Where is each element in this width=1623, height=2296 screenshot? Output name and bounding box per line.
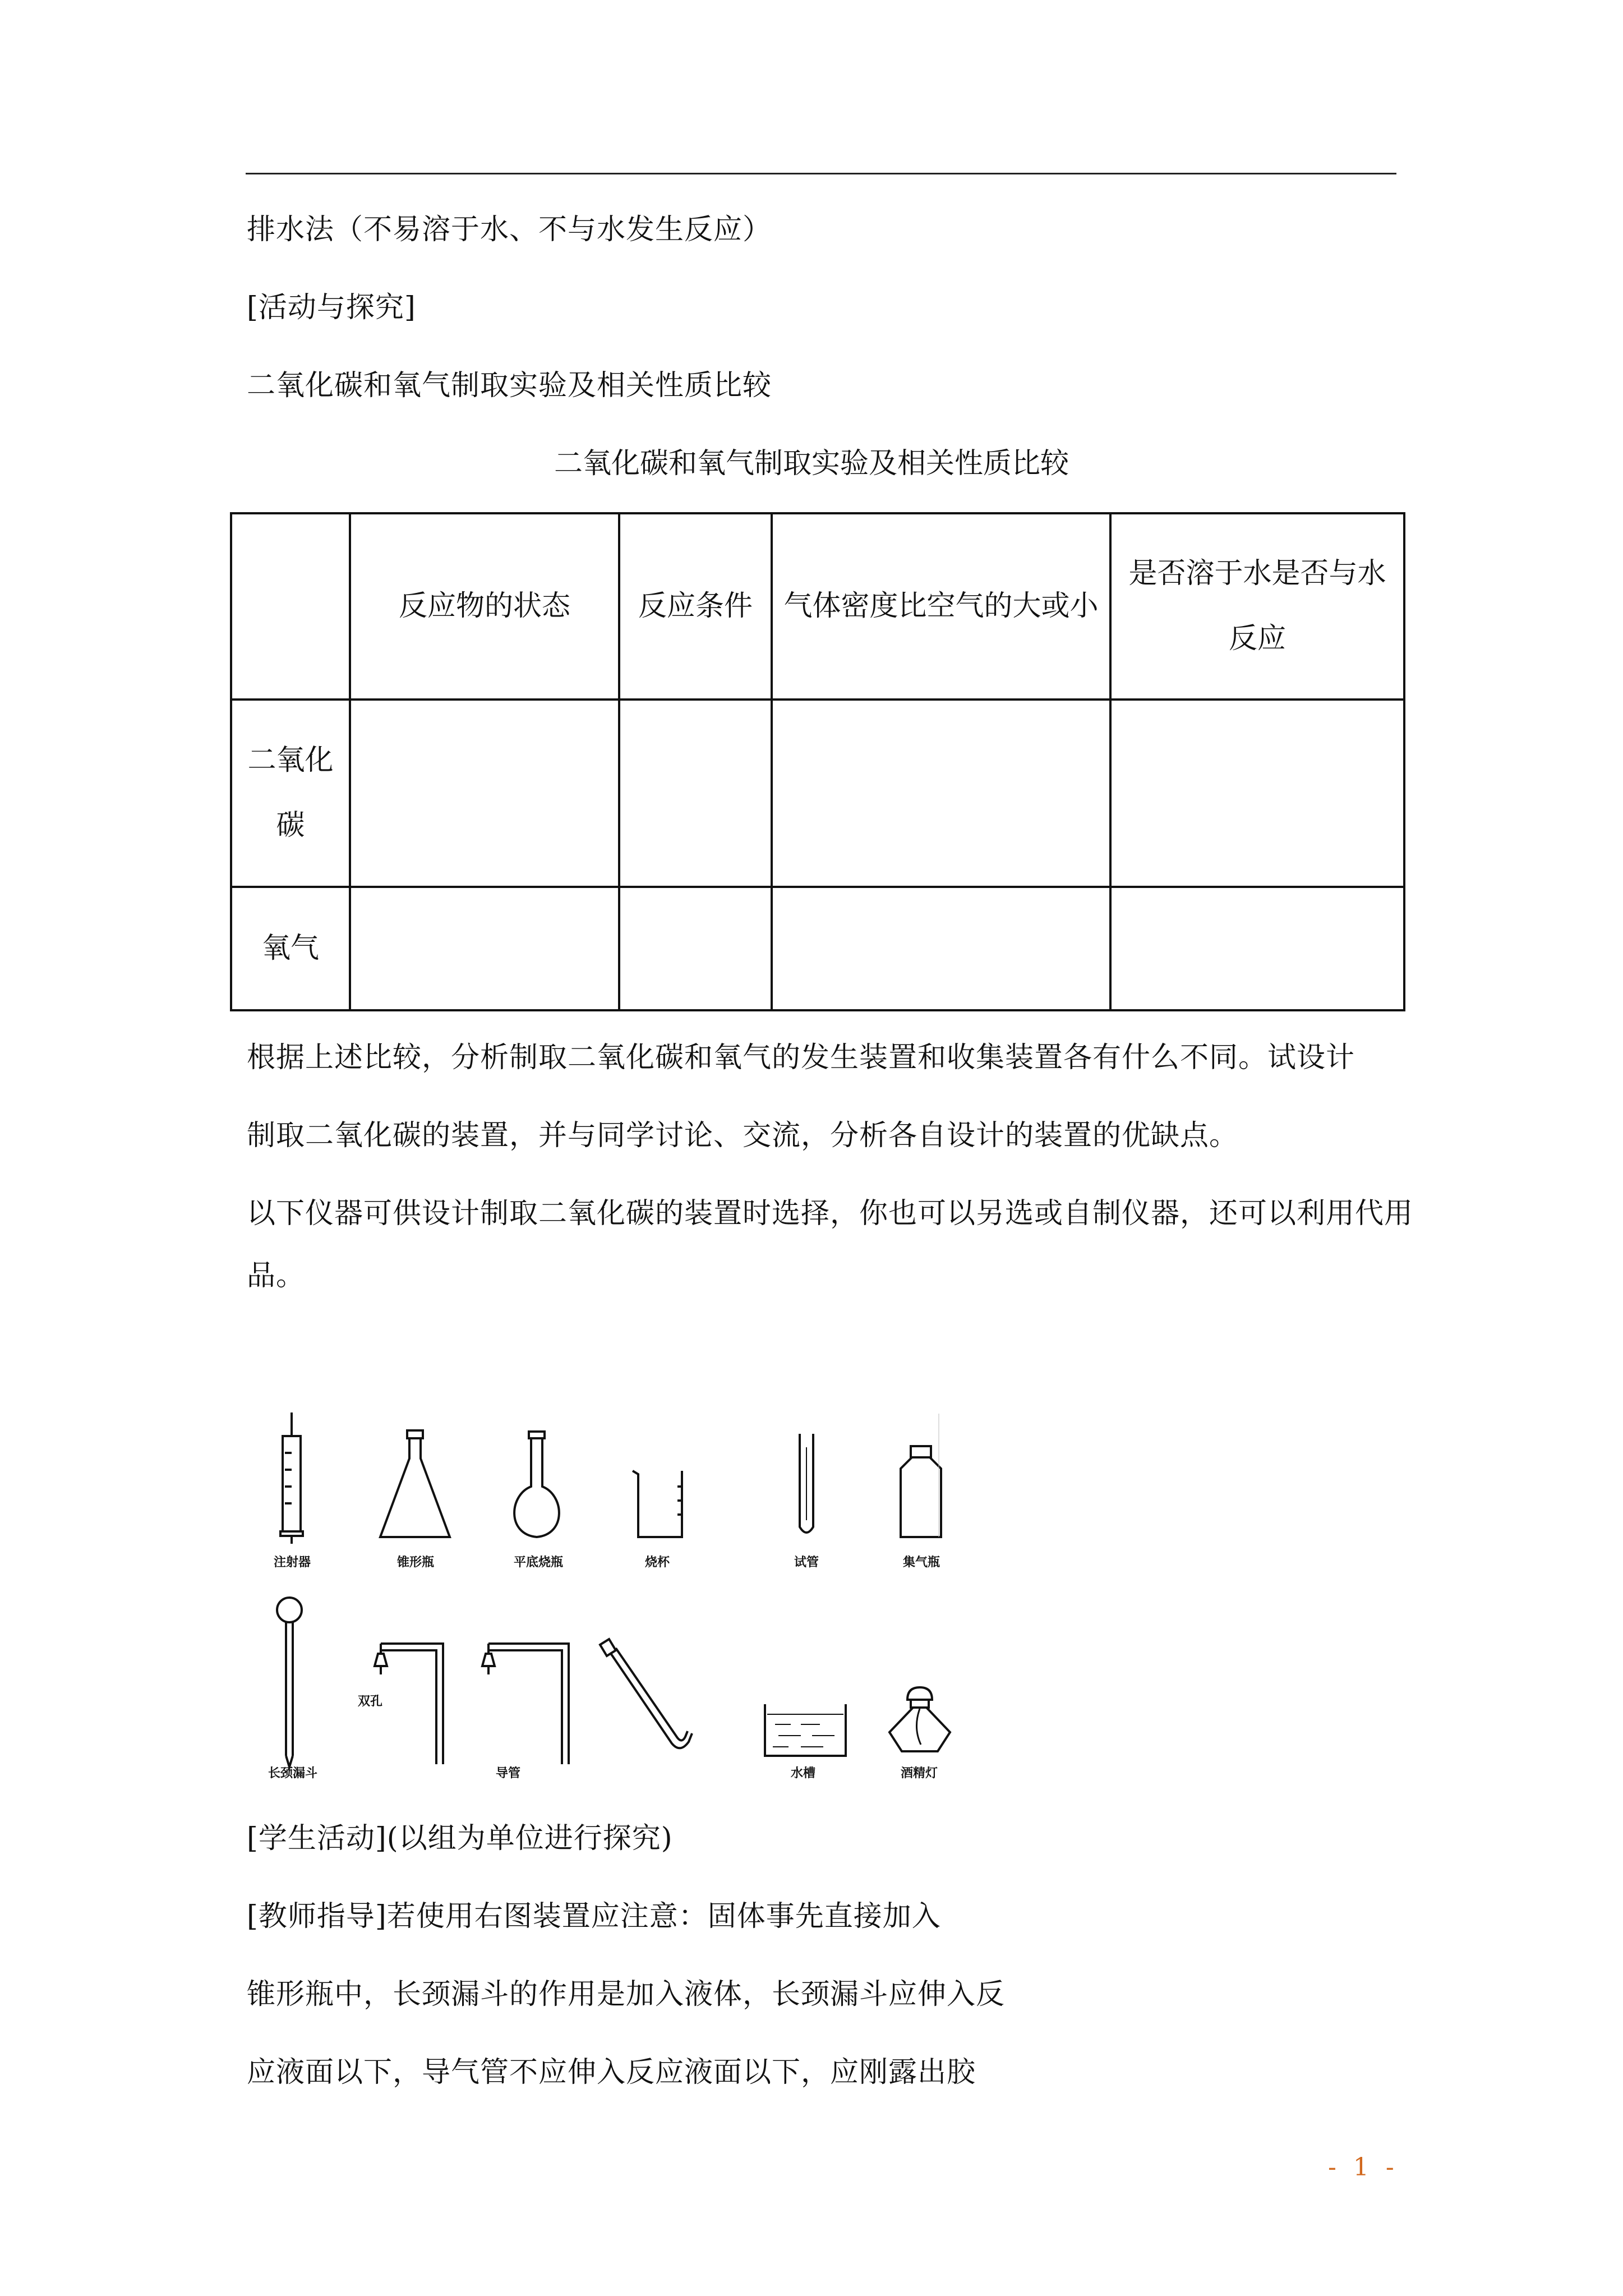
header-gas-density: 气体密度比空气的大或小 xyxy=(772,513,1110,700)
paragraph-teacher-guidance-1: [教师指导]若使用右图装置应注意：固体事先直接加入 xyxy=(247,1900,941,1933)
paragraph-drainage-method: 排水法（不易溶于水、不与水发生反应） xyxy=(247,213,772,246)
label-alcohol-lamp: 酒精灯 xyxy=(901,1766,938,1780)
header-cell-empty xyxy=(231,513,350,700)
row-label-o2: 氧气 xyxy=(231,887,350,1010)
cell-o2-density xyxy=(772,887,1110,1010)
paragraph-activity-heading: [活动与探究] xyxy=(247,291,416,324)
alcohol-lamp-icon xyxy=(889,1687,950,1751)
flat-flask-icon xyxy=(514,1432,559,1537)
table-header-row xyxy=(231,513,1404,700)
label-conical-flask: 锥形瓶 xyxy=(397,1556,435,1570)
gas-jar-icon xyxy=(901,1414,941,1537)
paragraph-student-activity: [学生活动](以组为单位进行探究) xyxy=(247,1822,673,1855)
label-funnel: 长颈漏斗 xyxy=(268,1766,318,1780)
label-gas-jar: 集气瓶 xyxy=(903,1556,940,1570)
table-title: 二氧化碳和氧气制取实验及相关性质比较 xyxy=(554,447,1069,480)
header-reactant-state: 反应物的状态 xyxy=(350,513,619,700)
beaker-icon xyxy=(633,1471,682,1537)
paragraph-comparison-intro: 二氧化碳和氧气制取实验及相关性质比较 xyxy=(247,369,772,402)
row-label-co2: 二氧化碳 xyxy=(231,700,350,887)
paragraph-teacher-guidance-2: 锥形瓶中，长颈漏斗的作用是加入液体，长颈漏斗应伸入反 xyxy=(247,1978,1006,2011)
paragraph-instruments-2: 品。 xyxy=(247,1259,306,1292)
cell-o2-condition xyxy=(619,887,772,1010)
paragraph-analysis-1: 根据上述比较，分析制取二氧化碳和氧气的发生装置和收集装置各有什么不同。试设计 xyxy=(247,1041,1355,1074)
two-hole-conduit-icon xyxy=(375,1644,443,1764)
apparatus-figure xyxy=(246,1397,992,1789)
label-test-tube: 试管 xyxy=(794,1556,819,1570)
label-water-trough: 水槽 xyxy=(791,1766,816,1780)
label-beaker: 烧杯 xyxy=(645,1556,670,1570)
cell-co2-density xyxy=(772,700,1110,887)
page-number: - 1 - xyxy=(1328,2153,1399,2182)
paragraph-analysis-2: 制取二氧化碳的装置，并与同学讨论、交流，分析各自设计的装置的优缺点。 xyxy=(247,1119,1239,1152)
cell-o2-solubility xyxy=(1110,887,1404,1010)
header-reaction-condition: 反应条件 xyxy=(619,513,772,700)
header-water-solubility: 是否溶于水是否与水反应 xyxy=(1110,513,1404,700)
header-rule xyxy=(246,173,1396,174)
paragraph-teacher-guidance-3: 应液面以下，导气管不应伸入反应液面以下，应刚露出胶 xyxy=(247,2056,976,2089)
conduit-icon xyxy=(482,1644,569,1764)
table-row-co2 xyxy=(231,700,1404,887)
test-tube-icon xyxy=(800,1434,813,1533)
cell-co2-solubility xyxy=(1110,700,1404,887)
table-row-o2 xyxy=(231,887,1404,1010)
label-flat-flask: 平底烧瓶 xyxy=(514,1556,564,1570)
syringe-icon xyxy=(280,1412,303,1544)
comparison-table xyxy=(230,512,1405,1011)
cell-co2-condition xyxy=(619,700,772,887)
conical-flask-icon xyxy=(380,1430,450,1537)
label-two-hole: 双孔 xyxy=(358,1695,383,1709)
water-trough-icon xyxy=(765,1704,846,1756)
label-syringe: 注射器 xyxy=(274,1556,311,1570)
bent-tube-icon xyxy=(600,1639,692,1748)
paragraph-instruments-1: 以下仪器可供设计制取二氧化碳的装置时选择，你也可以另选或自制仪器，还可以利用代用 xyxy=(247,1197,1414,1230)
cell-o2-state xyxy=(350,887,619,1010)
label-conduit: 导管 xyxy=(496,1766,521,1780)
cell-co2-state xyxy=(350,700,619,887)
funnel-icon xyxy=(277,1598,302,1767)
